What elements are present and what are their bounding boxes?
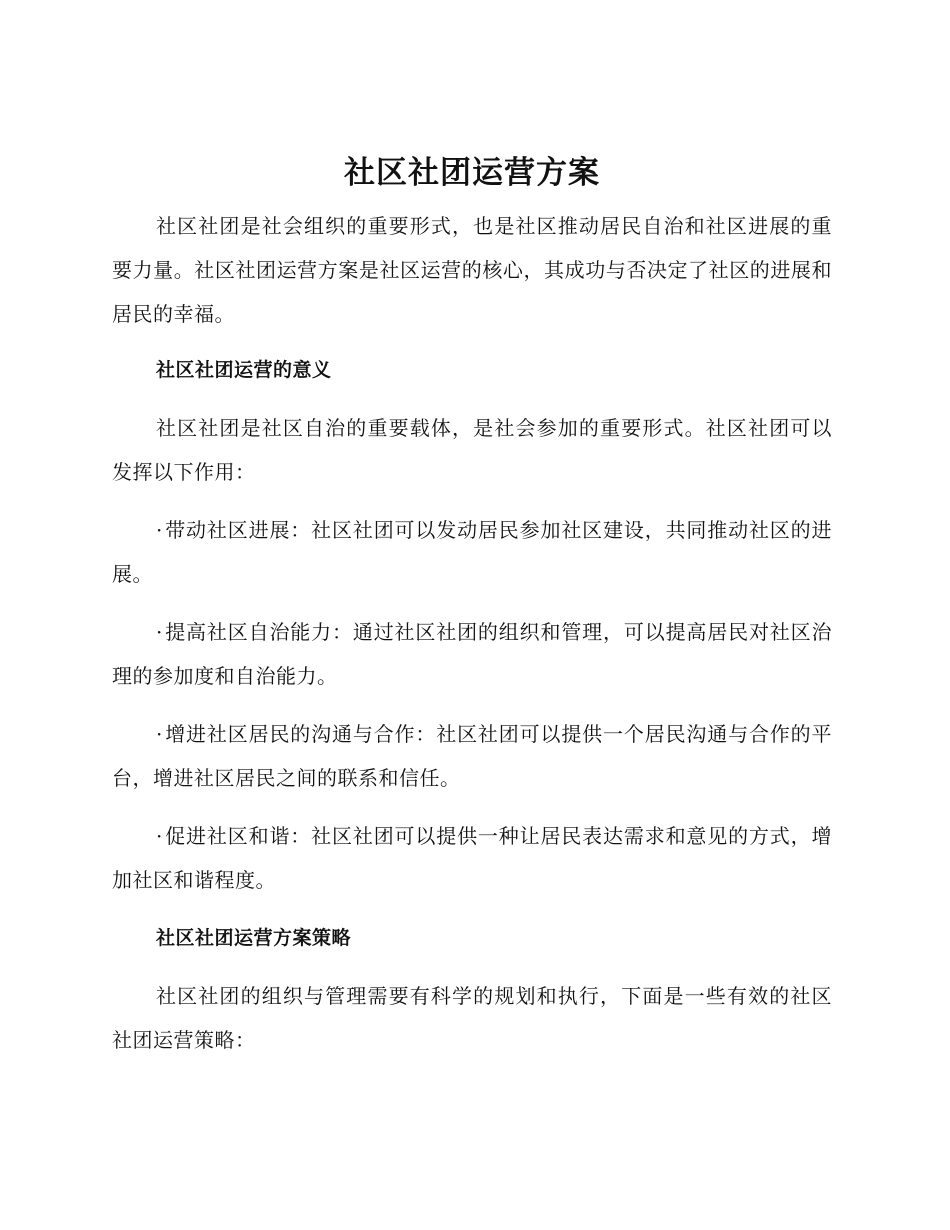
bullet-text: 增进社区居民的沟通与合作：社区社团可以提供一个居民沟通与合作的平台，增进社区居民之间的联系和信任。 [112, 722, 832, 790]
section-paragraph-significance: 社区社团是社区自治的重要载体，是社会参加的重要形式。社区社团可以发挥以下作用： [112, 416, 832, 484]
bullet-text: 带动社区进展：社区社团可以发动居民参加社区建设，共同推动社区的进展。 [112, 518, 832, 586]
document-body [112, 150, 832, 1076]
section-heading-strategy: 社区社团运营方案策略 [156, 927, 352, 949]
bullet-text: 促进社区和谐：社区社团可以提供一种让居民表达需求和意见的方式，增加社区和谐程度。 [112, 824, 832, 892]
bullet-symbol: · [156, 722, 163, 746]
section-paragraph-strategy: 社区社团的组织与管理需要有科学的规划和执行，下面是一些有效的社区社团运营策略： [112, 984, 832, 1052]
bullet-item [112, 508, 832, 596]
bullet-text: 提高社区自治能力：通过社区社团的组织和管理，可以提高居民对社区治理的参加度和自治能力。 [112, 620, 832, 688]
document-title: 社区社团运营方案 [344, 155, 600, 191]
bullet-item [112, 712, 832, 800]
bullet-symbol: · [156, 518, 163, 542]
section-heading-significance: 社区社团运营的意义 [156, 359, 332, 381]
bullet-item [112, 814, 832, 902]
bullet-symbol: · [156, 620, 163, 644]
bullet-symbol: · [156, 824, 163, 848]
bullet-item [112, 610, 832, 698]
intro-paragraph: 社区社团是社会组织的重要形式，也是社区推动居民自治和社区进展的重要力量。社区社团运营方案是社区运营的核心，其成功与否决定了社区的进展和居民的幸福。 [112, 214, 832, 326]
